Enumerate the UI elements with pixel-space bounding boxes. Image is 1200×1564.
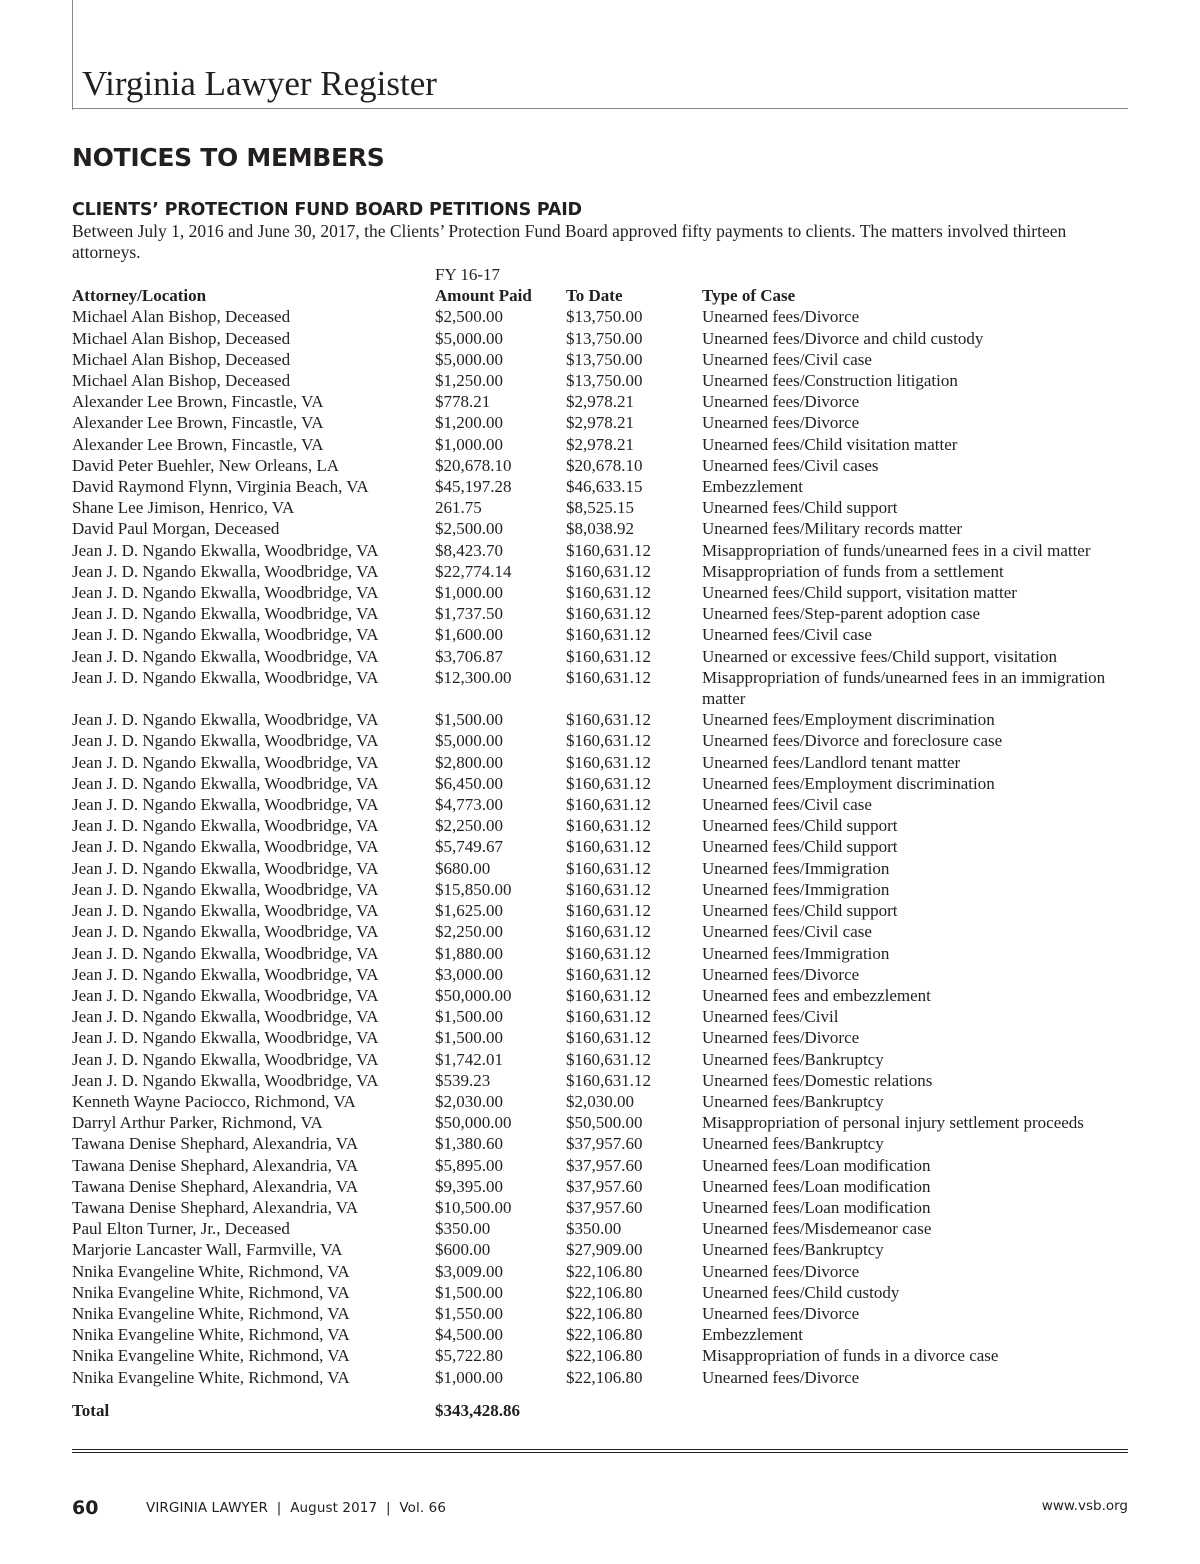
- type-of-case-cell: Unearned fees/Divorce: [702, 1367, 860, 1387]
- amount-paid-cell: $5,000.00: [435, 328, 503, 348]
- to-date-cell: $37,957.60: [566, 1155, 643, 1175]
- attorney-cell: Jean J. D. Ngando Ekwalla, Woodbridge, VA: [72, 879, 379, 899]
- type-of-case-cell: Unearned fees/Construction litigation: [702, 371, 958, 391]
- amount-paid-cell: $2,500.00: [435, 307, 503, 327]
- table-row: [72, 328, 1132, 349]
- to-date-cell: $22,106.80: [566, 1367, 643, 1387]
- to-date-cell: $13,750.00: [566, 371, 643, 391]
- to-date-cell: $37,957.60: [566, 1197, 643, 1217]
- attorney-cell: Jean J. D. Ngando Ekwalla, Woodbridge, VA: [72, 985, 379, 1005]
- amount-paid-cell: $3,000.00: [435, 964, 503, 984]
- attorney-cell: Paul Elton Turner, Jr., Deceased: [72, 1219, 290, 1239]
- table-row: [72, 1049, 1132, 1070]
- amount-paid-cell: $680.00: [435, 858, 491, 878]
- to-date-cell: $160,631.12: [566, 858, 651, 878]
- type-of-case-cell: Unearned fees/Divorce: [702, 1303, 860, 1323]
- amount-paid-cell: $2,250.00: [435, 816, 503, 836]
- amount-paid-cell: $45,197.28: [435, 477, 512, 497]
- sub-heading: CLIENTS’ PROTECTION FUND BOARD PETITIONS PAID: [72, 200, 582, 220]
- to-date-cell: $160,631.12: [566, 879, 651, 899]
- table-row: [72, 900, 1132, 921]
- attorney-cell: Marjorie Lancaster Wall, Farmville, VA: [72, 1240, 343, 1260]
- to-date-cell: $13,750.00: [566, 349, 643, 369]
- masthead-vertical-rule: [72, 0, 73, 110]
- type-of-case-cell: Unearned fees/Civil cases: [702, 455, 879, 475]
- column-header-fiscal-year: FY 16-17: [435, 265, 501, 284]
- to-date-cell: $2,978.21: [566, 392, 634, 412]
- attorney-cell: Jean J. D. Ngando Ekwalla, Woodbridge, VA: [72, 604, 379, 624]
- amount-paid-cell: $1,742.01: [435, 1049, 503, 1069]
- amount-paid-cell: $2,030.00: [435, 1091, 503, 1111]
- amount-paid-cell: $15,850.00: [435, 879, 512, 899]
- attorney-cell: Jean J. D. Ngando Ekwalla, Woodbridge, VA: [72, 583, 379, 603]
- amount-paid-cell: $1,500.00: [435, 1282, 503, 1302]
- amount-paid-cell: $600.00: [435, 1240, 491, 1260]
- to-date-cell: $160,631.12: [566, 837, 651, 857]
- table-row: [72, 836, 1132, 857]
- to-date-cell: $13,750.00: [566, 328, 643, 348]
- to-date-cell: $160,631.12: [566, 1007, 651, 1027]
- amount-paid-cell: $2,250.00: [435, 922, 503, 942]
- type-of-case-cell: Unearned fees/Immigration: [702, 943, 890, 963]
- table-row: [72, 561, 1132, 582]
- bottom-rule-top: [72, 1449, 1128, 1450]
- column-header-type-of-case: Type of Case: [702, 286, 796, 306]
- table-row: [72, 943, 1132, 964]
- table-row: [72, 624, 1132, 645]
- amount-paid-cell: $3,009.00: [435, 1261, 503, 1281]
- intro-paragraph: Between July 1, 2016 and June 30, 2017, the Clients’ Protection Fund Board approved fifty payments to clients. The matters involved thirteen attorneys.: [72, 221, 1067, 262]
- to-date-cell: $2,030.00: [566, 1091, 634, 1111]
- attorney-cell: Darryl Arthur Parker, Richmond, VA: [72, 1113, 323, 1133]
- column-header-amount-paid: Amount Paid: [435, 286, 532, 306]
- attorney-cell: David Peter Buehler, New Orleans, LA: [72, 455, 339, 475]
- amount-paid-cell: $10,500.00: [435, 1197, 512, 1217]
- amount-paid-cell: $5,722.80: [435, 1346, 503, 1366]
- table-row: [72, 455, 1132, 476]
- to-date-cell: $160,631.12: [566, 964, 651, 984]
- type-of-case-cell: Unearned fees/Landlord tenant matter: [702, 752, 961, 772]
- amount-paid-cell: $6,450.00: [435, 773, 503, 793]
- attorney-cell: Alexander Lee Brown, Fincastle, VA: [72, 434, 324, 454]
- type-of-case-cell: Misappropriation of funds in a divorce case: [702, 1346, 999, 1366]
- payments-table: [72, 264, 1132, 1421]
- table-row: [72, 773, 1132, 794]
- table-row: [72, 1133, 1132, 1154]
- type-of-case-cell: Unearned fees/Bankruptcy: [702, 1091, 884, 1111]
- attorney-cell: Tawana Denise Shephard, Alexandria, VA: [72, 1176, 359, 1196]
- amount-paid-cell: $1,000.00: [435, 1367, 503, 1387]
- type-of-case-cell: Unearned fees/Child support, visitation matter: [702, 583, 1017, 603]
- table-row: [72, 1239, 1132, 1260]
- amount-paid-cell: $22,774.14: [435, 561, 512, 581]
- attorney-cell: Alexander Lee Brown, Fincastle, VA: [72, 413, 324, 433]
- type-of-case-cell: Unearned fees/Civil: [702, 1007, 839, 1027]
- attorney-cell: Tawana Denise Shephard, Alexandria, VA: [72, 1155, 359, 1175]
- amount-paid-cell: $50,000.00: [435, 985, 512, 1005]
- amount-paid-cell: $5,000.00: [435, 349, 503, 369]
- total-label: Total: [72, 1400, 110, 1420]
- to-date-cell: $37,957.60: [566, 1176, 643, 1196]
- attorney-cell: Jean J. D. Ngando Ekwalla, Woodbridge, VA: [72, 901, 379, 921]
- to-date-cell: $160,631.12: [566, 943, 651, 963]
- attorney-cell: Nnika Evangeline White, Richmond, VA: [72, 1325, 350, 1345]
- table-total-row: [72, 1400, 1132, 1421]
- amount-paid-cell: $9,395.00: [435, 1176, 503, 1196]
- table-row: [72, 921, 1132, 942]
- amount-paid-cell: $3,706.87: [435, 646, 503, 666]
- to-date-cell: $160,631.12: [566, 922, 651, 942]
- table-row: [72, 730, 1132, 751]
- type-of-case-cell: Unearned fees/Civil case: [702, 349, 872, 369]
- table-header-row: [72, 285, 1132, 306]
- table-row: [72, 518, 1132, 539]
- amount-paid-cell: $1,737.50: [435, 604, 503, 624]
- table-row: [72, 1176, 1132, 1197]
- table-row: [72, 815, 1132, 836]
- attorney-cell: Jean J. D. Ngando Ekwalla, Woodbridge, VA: [72, 837, 379, 857]
- amount-paid-cell: $5,895.00: [435, 1155, 503, 1175]
- to-date-cell: $46,633.15: [566, 477, 643, 497]
- attorney-cell: Jean J. D. Ngando Ekwalla, Woodbridge, VA: [72, 943, 379, 963]
- to-date-cell: $27,909.00: [566, 1240, 643, 1260]
- amount-paid-cell: $12,300.00: [435, 667, 512, 687]
- table-row: [72, 1367, 1132, 1388]
- type-of-case-cell: Unearned fees/Divorce and child custody: [702, 328, 984, 348]
- table-row: [72, 412, 1132, 433]
- type-of-case-cell: Unearned fees/Civil case: [702, 625, 872, 645]
- amount-paid-cell: $4,773.00: [435, 795, 503, 815]
- attorney-cell: Jean J. D. Ngando Ekwalla, Woodbridge, VA: [72, 540, 379, 560]
- to-date-cell: $160,631.12: [566, 667, 651, 687]
- to-date-cell: $160,631.12: [566, 985, 651, 1005]
- table-row: [72, 1070, 1132, 1091]
- attorney-cell: David Paul Morgan, Deceased: [72, 519, 280, 539]
- attorney-cell: Jean J. D. Ngando Ekwalla, Woodbridge, VA: [72, 1007, 379, 1027]
- table-row: [72, 349, 1132, 370]
- amount-paid-cell: $8,423.70: [435, 540, 503, 560]
- type-of-case-cell: Embezzlement: [702, 477, 804, 497]
- amount-paid-cell: $2,500.00: [435, 519, 503, 539]
- table-row: [72, 1261, 1132, 1282]
- to-date-cell: $160,631.12: [566, 561, 651, 581]
- table-row: [72, 1006, 1132, 1027]
- attorney-cell: Jean J. D. Ngando Ekwalla, Woodbridge, VA: [72, 922, 379, 942]
- amount-paid-cell: $50,000.00: [435, 1113, 512, 1133]
- to-date-cell: $50,500.00: [566, 1113, 643, 1133]
- attorney-cell: Jean J. D. Ngando Ekwalla, Woodbridge, VA: [72, 1070, 379, 1090]
- type-of-case-cell: Unearned fees/Immigration: [702, 858, 890, 878]
- type-of-case-cell: Unearned fees/Child support: [702, 837, 898, 857]
- type-of-case-cell: Unearned fees/Civil case: [702, 795, 872, 815]
- amount-paid-cell: $350.00: [435, 1219, 491, 1239]
- table-row: [72, 370, 1132, 391]
- attorney-cell: Shane Lee Jimison, Henrico, VA: [72, 498, 295, 518]
- attorney-cell: Nnika Evangeline White, Richmond, VA: [72, 1261, 350, 1281]
- table-row: [72, 667, 1132, 709]
- to-date-cell: $2,978.21: [566, 434, 634, 454]
- amount-paid-cell: $1,000.00: [435, 583, 503, 603]
- table-row: [72, 964, 1132, 985]
- attorney-cell: Jean J. D. Ngando Ekwalla, Woodbridge, VA: [72, 816, 379, 836]
- table-row: [72, 709, 1132, 730]
- type-of-case-cell: Unearned fees/Misdemeanor case: [702, 1219, 932, 1239]
- to-date-cell: $22,106.80: [566, 1346, 643, 1366]
- attorney-cell: Tawana Denise Shephard, Alexandria, VA: [72, 1134, 359, 1154]
- to-date-cell: $37,957.60: [566, 1134, 643, 1154]
- table-row: [72, 794, 1132, 815]
- to-date-cell: $2,978.21: [566, 413, 634, 433]
- masthead-title: Virginia Lawyer Register: [82, 64, 437, 103]
- to-date-cell: $350.00: [566, 1219, 622, 1239]
- type-of-case-cell: Misappropriation of personal injury settlement proceeds: [702, 1113, 1084, 1133]
- attorney-cell: Jean J. D. Ngando Ekwalla, Woodbridge, VA: [72, 710, 379, 730]
- to-date-cell: $160,631.12: [566, 1028, 651, 1048]
- amount-paid-cell: $1,380.60: [435, 1134, 503, 1154]
- to-date-cell: $160,631.12: [566, 773, 651, 793]
- type-of-case-cell: Unearned fees/Domestic relations: [702, 1070, 933, 1090]
- attorney-cell: Nnika Evangeline White, Richmond, VA: [72, 1346, 350, 1366]
- table-row: [72, 752, 1132, 773]
- to-date-cell: $8,525.15: [566, 498, 634, 518]
- table-row: [72, 497, 1132, 518]
- attorney-cell: Alexander Lee Brown, Fincastle, VA: [72, 392, 324, 412]
- table-row: [72, 434, 1132, 455]
- type-of-case-cell: Unearned fees/Bankruptcy: [702, 1240, 884, 1260]
- type-of-case-cell: Unearned fees/Divorce: [702, 964, 860, 984]
- amount-paid-cell: $5,000.00: [435, 731, 503, 751]
- to-date-cell: $160,631.12: [566, 604, 651, 624]
- table-header-top-row: [72, 264, 1132, 285]
- attorney-cell: Jean J. D. Ngando Ekwalla, Woodbridge, VA: [72, 561, 379, 581]
- type-of-case-cell: Unearned fees/Divorce: [702, 1028, 860, 1048]
- table-row: [72, 1155, 1132, 1176]
- table-row: [72, 879, 1132, 900]
- to-date-cell: $22,106.80: [566, 1303, 643, 1323]
- column-header-to-date: To Date: [566, 286, 623, 306]
- attorney-cell: Jean J. D. Ngando Ekwalla, Woodbridge, VA: [72, 773, 379, 793]
- attorney-cell: Michael Alan Bishop, Deceased: [72, 307, 291, 327]
- type-of-case-cell: Unearned or excessive fees/Child support, visitation: [702, 646, 1058, 666]
- type-of-case-cell: Misappropriation of funds from a settlement: [702, 561, 1004, 581]
- type-of-case-cell: Unearned fees/Loan modification: [702, 1197, 931, 1217]
- attorney-cell: Michael Alan Bishop, Deceased: [72, 328, 291, 348]
- type-of-case-cell: Unearned fees/Military records matter: [702, 519, 963, 539]
- to-date-cell: $160,631.12: [566, 583, 651, 603]
- attorney-cell: Jean J. D. Ngando Ekwalla, Woodbridge, VA: [72, 858, 379, 878]
- table-row: [72, 306, 1132, 327]
- table-row: [72, 1197, 1132, 1218]
- amount-paid-cell: $5,749.67: [435, 837, 503, 857]
- attorney-cell: Nnika Evangeline White, Richmond, VA: [72, 1282, 350, 1302]
- table-row: [72, 1282, 1132, 1303]
- attorney-cell: Michael Alan Bishop, Deceased: [72, 349, 291, 369]
- table-row: [72, 1091, 1132, 1112]
- type-of-case-cell: Unearned fees/Bankruptcy: [702, 1049, 884, 1069]
- amount-paid-cell: $1,000.00: [435, 434, 503, 454]
- type-of-case-cell: Unearned fees/Child custody: [702, 1282, 900, 1302]
- to-date-cell: $160,631.12: [566, 752, 651, 772]
- table-body: [72, 306, 1132, 1387]
- to-date-cell: $160,631.12: [566, 731, 651, 751]
- table-row: [72, 1303, 1132, 1324]
- to-date-cell: $160,631.12: [566, 795, 651, 815]
- type-of-case-cell: Unearned fees/Divorce: [702, 1261, 860, 1281]
- attorney-cell: Jean J. D. Ngando Ekwalla, Woodbridge, VA: [72, 1049, 379, 1069]
- amount-paid-cell: $1,550.00: [435, 1303, 503, 1323]
- to-date-cell: $8,038.92: [566, 519, 634, 539]
- attorney-cell: Kenneth Wayne Paciocco, Richmond, VA: [72, 1091, 356, 1111]
- table-row: [72, 646, 1132, 667]
- type-of-case-cell: Unearned fees/Divorce: [702, 413, 860, 433]
- to-date-cell: $22,106.80: [566, 1261, 643, 1281]
- section-heading: NOTICES TO MEMBERS: [72, 143, 385, 172]
- type-of-case-cell: Unearned fees/Step-parent adoption case: [702, 604, 981, 624]
- to-date-cell: $13,750.00: [566, 307, 643, 327]
- amount-paid-cell: $4,500.00: [435, 1325, 503, 1345]
- type-of-case-cell: Embezzlement: [702, 1325, 804, 1345]
- attorney-cell: Jean J. D. Ngando Ekwalla, Woodbridge, VA: [72, 964, 379, 984]
- table-row: [72, 603, 1132, 624]
- amount-paid-cell: $1,500.00: [435, 1028, 503, 1048]
- amount-paid-cell: $1,200.00: [435, 413, 503, 433]
- to-date-cell: $160,631.12: [566, 625, 651, 645]
- to-date-cell: $20,678.10: [566, 455, 643, 475]
- type-of-case-cell: Unearned fees and embezzlement: [702, 985, 931, 1005]
- footer-url: www.vsb.org: [1041, 1498, 1128, 1514]
- attorney-cell: David Raymond Flynn, Virginia Beach, VA: [72, 477, 369, 497]
- attorney-cell: Jean J. D. Ngando Ekwalla, Woodbridge, VA: [72, 752, 379, 772]
- to-date-cell: $160,631.12: [566, 1070, 651, 1090]
- column-header-attorney: Attorney/Location: [72, 286, 207, 306]
- type-of-case-cell: Unearned fees/Child support: [702, 498, 898, 518]
- to-date-cell: $160,631.12: [566, 901, 651, 921]
- attorney-cell: Jean J. D. Ngando Ekwalla, Woodbridge, VA: [72, 795, 379, 815]
- type-of-case-cell: Unearned fees/Bankruptcy: [702, 1134, 884, 1154]
- amount-paid-cell: $1,500.00: [435, 710, 503, 730]
- to-date-cell: $160,631.12: [566, 1049, 651, 1069]
- table-row: [72, 582, 1132, 603]
- type-of-case-cell: Unearned fees/Loan modification: [702, 1155, 931, 1175]
- table-row: [72, 1345, 1132, 1366]
- to-date-cell: $160,631.12: [566, 710, 651, 730]
- type-of-case-cell: Unearned fees/Divorce: [702, 307, 860, 327]
- type-of-case-cell: Unearned fees/Immigration: [702, 879, 890, 899]
- page-footer: [72, 1496, 1128, 1520]
- attorney-cell: Nnika Evangeline White, Richmond, VA: [72, 1303, 350, 1323]
- attorney-cell: Michael Alan Bishop, Deceased: [72, 371, 291, 391]
- amount-paid-cell: $1,625.00: [435, 901, 503, 921]
- table-row: [72, 1324, 1132, 1345]
- amount-paid-cell: $20,678.10: [435, 455, 512, 475]
- bottom-rule-bottom: [72, 1452, 1128, 1453]
- to-date-cell: $160,631.12: [566, 816, 651, 836]
- footer-publication: VIRGINIA LAWYER | August 2017 | Vol. 66: [146, 1500, 447, 1516]
- to-date-cell: $160,631.12: [566, 540, 651, 560]
- type-of-case-cell: Misappropriation of funds/unearned fees in a civil matter: [702, 540, 1091, 560]
- type-of-case-cell: Unearned fees/Employment discrimination: [702, 710, 995, 730]
- amount-paid-cell: $539.23: [435, 1070, 491, 1090]
- attorney-cell: Nnika Evangeline White, Richmond, VA: [72, 1367, 350, 1387]
- table-row: [72, 540, 1132, 561]
- attorney-cell: Jean J. D. Ngando Ekwalla, Woodbridge, VA: [72, 1028, 379, 1048]
- type-of-case-cell: Unearned fees/Divorce and foreclosure case: [702, 731, 1003, 751]
- amount-paid-cell: 261.75: [435, 498, 482, 518]
- table-row: [72, 858, 1132, 879]
- type-of-case-cell: Unearned fees/Child support: [702, 901, 898, 921]
- attorney-cell: Jean J. D. Ngando Ekwalla, Woodbridge, VA: [72, 667, 379, 687]
- page-number: 60: [72, 1497, 99, 1519]
- table-row: [72, 1027, 1132, 1048]
- masthead-horizontal-rule: [72, 108, 1128, 109]
- type-of-case-cell: Unearned fees/Child support: [702, 816, 898, 836]
- type-of-case-cell: Unearned fees/Employment discrimination: [702, 773, 995, 793]
- table-row: [72, 391, 1132, 412]
- to-date-cell: $22,106.80: [566, 1282, 643, 1302]
- amount-paid-cell: $2,800.00: [435, 752, 503, 772]
- attorney-cell: Jean J. D. Ngando Ekwalla, Woodbridge, VA: [72, 625, 379, 645]
- type-of-case-cell: Unearned fees/Civil case: [702, 922, 872, 942]
- amount-paid-cell: $1,880.00: [435, 943, 503, 963]
- table-row: [72, 985, 1132, 1006]
- table-row: [72, 1112, 1132, 1133]
- table-row: [72, 476, 1132, 497]
- amount-paid-cell: $1,500.00: [435, 1007, 503, 1027]
- type-of-case-cell: Misappropriation of funds/unearned fees in an immigration matter: [702, 667, 1106, 709]
- to-date-cell: $160,631.12: [566, 646, 651, 666]
- type-of-case-cell: Unearned fees/Child visitation matter: [702, 434, 958, 454]
- attorney-cell: Jean J. D. Ngando Ekwalla, Woodbridge, VA: [72, 731, 379, 751]
- amount-paid-cell: $1,600.00: [435, 625, 503, 645]
- attorney-cell: Jean J. D. Ngando Ekwalla, Woodbridge, VA: [72, 646, 379, 666]
- to-date-cell: $22,106.80: [566, 1325, 643, 1345]
- amount-paid-cell: $1,250.00: [435, 371, 503, 391]
- attorney-cell: Tawana Denise Shephard, Alexandria, VA: [72, 1197, 359, 1217]
- amount-paid-cell: $778.21: [435, 392, 491, 412]
- table-row: [72, 1218, 1132, 1239]
- type-of-case-cell: Unearned fees/Divorce: [702, 392, 860, 412]
- type-of-case-cell: Unearned fees/Loan modification: [702, 1176, 931, 1196]
- total-amount: $343,428.86: [435, 1400, 520, 1420]
